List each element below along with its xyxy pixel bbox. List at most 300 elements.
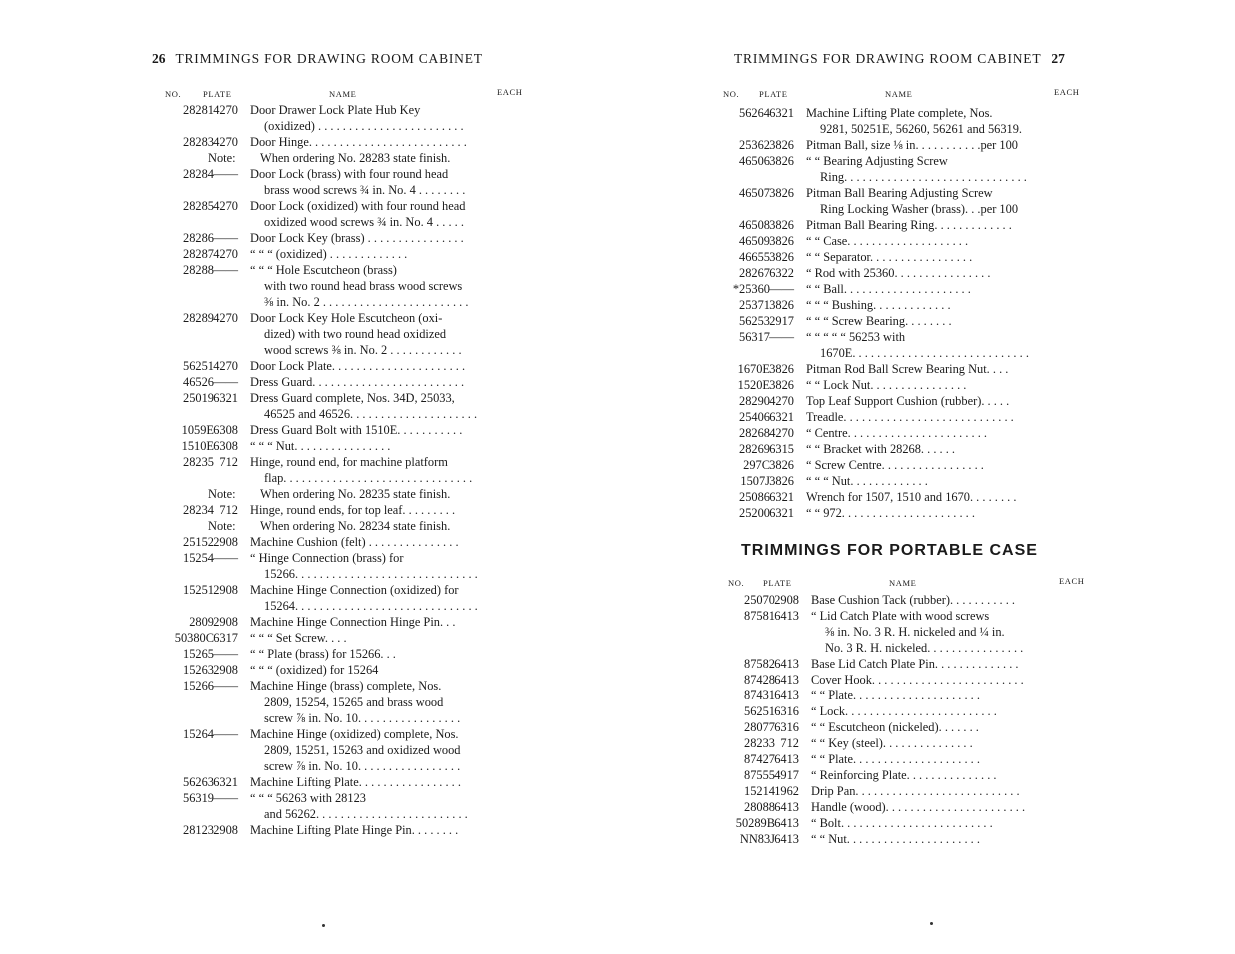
item-name-continuation: with two round head brass wood screws [264,279,463,293]
item-number: 87427 [744,752,775,766]
plate-number: 4270 [769,426,794,440]
item-name: “ “ “ Nut. . . . . . . . . . . . . [806,474,928,488]
item-name: “ “ “ Bushing. . . . . . . . . . . . . [806,298,951,312]
plate-number: 3826 [769,154,794,168]
item-name-continuation: 46525 and 46526. . . . . . . . . . . . . . . . . . . . . [264,407,478,421]
list-item [160,806,510,822]
list-item [721,592,1071,608]
plate-number: 6413 [774,672,799,687]
item-number: 28289 [183,311,214,325]
plate-number: 6317 [213,631,238,645]
plate-number: —— [213,679,238,693]
item-number: 28283 [183,135,214,149]
list-item [716,329,1066,345]
print-speck [930,922,933,925]
list-item [721,672,1071,688]
plate-number: —— [213,375,238,389]
item-number: 2809 [189,615,214,629]
item-number: 1059E [181,423,214,437]
item-name: “ Rod with 25360. . . . . . . . . . . . . . . . [806,266,991,280]
item-name: “ “ “ 56263 with 28123 [250,791,366,805]
item-name-continuation: brass wood screws ¾ in. No. 4 . . . . . . . . [264,183,466,197]
item-name: “ Reinforcing Plate. . . . . . . . . . . . . . . [811,767,997,782]
list-item [716,457,1066,473]
list-item [721,608,1071,624]
item-name: Dress Guard complete, Nos. 34D, 25033, [250,391,455,405]
item-name-continuation: oxidized wood screws ¾ in. No. 4 . . . . . [264,215,464,229]
list-item [716,313,1066,329]
plate-number: 2908 [213,663,238,677]
item-number: 56251 [183,359,214,373]
plate-number: 6413 [774,831,799,846]
plate-number: 6413 [774,608,799,623]
item-name: “ “ “ Set Screw. . . . [250,631,347,645]
list-item [721,767,1071,783]
item-number: 1670E [737,362,770,376]
item-number: 28269 [739,442,770,456]
item-number: 87581 [744,608,775,623]
note-text: When ordering No. 28234 state finish. [260,519,451,533]
note-label: Note: [208,487,236,501]
item-name: “ Bolt. . . . . . . . . . . . . . . . . . . . . . . . . [811,815,993,830]
item-name: “ “ Plate. . . . . . . . . . . . . . . . . . . . . [811,688,980,703]
item-number: 15264 [183,727,214,741]
item-number: 28268 [739,426,770,440]
column-header-name: NAME [885,89,913,99]
plate-number: 2908 [213,535,238,549]
item-name-continuation: wood screws ⅜ in. No. 2 . . . . . . . . . . . . [264,343,462,357]
item-name: Pitman Ball, size ⅛ in. . . . . . . . . . .per 100 [806,138,1018,152]
list-item [160,774,510,790]
print-speck [322,924,325,927]
item-name-continuation: and 56262. . . . . . . . . . . . . . . . . . . . . . . . . [264,807,468,821]
list-item [716,153,1066,169]
item-number: 50289B [735,815,775,830]
item-name: Pitman Rod Ball Screw Bearing Nut. . . . [806,362,1009,376]
column-header-each: EACH [1059,576,1085,586]
list-item [160,278,510,294]
plate-number: —— [769,330,794,344]
list-item [160,678,510,694]
item-number: 46526 [183,375,214,389]
plate-number: 712 [219,503,238,517]
list-item [721,831,1071,847]
item-number: 28077 [744,720,775,735]
item-number: 25371 [739,298,770,312]
plate-number: 4270 [213,247,238,261]
item-number: 25152 [183,535,214,549]
plate-number: 4270 [213,311,238,325]
list-item [716,345,1066,361]
item-name: “ “ Separator. . . . . . . . . . . . . . . . . [806,250,973,264]
item-number: 87582 [744,656,775,671]
list-item [716,297,1066,313]
plate-number: 4270 [769,394,794,408]
column-header-plate: PLATE [203,89,232,99]
list-item [716,185,1066,201]
item-name: Machine Lifting Plate complete, Nos. [806,106,993,120]
item-name: “ “ Bracket with 28268. . . . . . [806,442,955,456]
list-item [716,249,1066,265]
item-name: “ “ 972. . . . . . . . . . . . . . . . . . . . . . [806,506,975,520]
item-name: “ “ Nut. . . . . . . . . . . . . . . . . . . . . . [811,831,980,846]
plate-number: 6413 [774,799,799,814]
column-header-each: EACH [1054,87,1080,97]
plate-number: —— [213,167,238,181]
item-number: 46506 [739,154,770,168]
plate-number: 6308 [213,423,238,437]
running-head-left [152,51,483,67]
list-item [160,342,510,358]
item-name-continuation: ⅜ in. No. 3 R. H. nickeled and ¼ in. [825,624,1005,639]
list-item [721,656,1071,672]
page-number: 27 [1051,51,1065,66]
item-number: 15266 [183,679,214,693]
list-item [716,393,1066,409]
item-name-continuation: ⅜ in. No. 2 . . . . . . . . . . . . . . . . . . . . . . . . [264,295,469,309]
item-number: 25070 [744,593,775,607]
item-name: Door Drawer Lock Plate Hub Key [250,103,421,117]
column-header-no: NO. [728,578,745,588]
item-name-continuation: Ring. . . . . . . . . . . . . . . . . . . . . . . . . . . . . . [820,170,1027,184]
column-header-no: NO. [165,89,182,99]
plate-number: —— [213,791,238,805]
list-item [160,214,510,230]
list-item [160,374,510,390]
list-item [160,630,510,646]
list-item [716,473,1066,489]
column-header-plate: PLATE [759,89,788,99]
item-number: 25362 [739,138,770,152]
page-number: 26 [152,51,166,66]
plate-number: —— [213,263,238,277]
item-number: 25086 [739,490,770,504]
item-name-continuation: flap. . . . . . . . . . . . . . . . . . . . . . . . . . . . . . . [264,471,473,485]
item-name: “ “ “ Nut. . . . . . . . . . . . . . . . [250,439,391,453]
plate-number: 6321 [213,391,238,405]
item-name: “ “ “ (oxidized) . . . . . . . . . . . . . [250,247,408,261]
plate-number: 712 [219,455,238,469]
item-number: 28234 [183,503,214,517]
plate-number: 1962 [774,783,799,798]
item-name: Door Hinge. . . . . . . . . . . . . . . . . . . . . . . . . . [250,135,467,149]
item-number: 28290 [739,394,770,408]
plate-number: 3826 [769,362,794,376]
plate-number: 6413 [774,752,799,766]
item-number: 56263 [183,775,214,789]
list-item [160,710,510,726]
list-item [160,758,510,774]
column-header-each: EACH [497,87,523,97]
list-item [160,518,510,534]
item-name: “ “ “ “ “ 56253 with [806,330,906,344]
note-text: When ordering No. 28283 state finish. [260,151,451,165]
item-name: Machine Cushion (felt) . . . . . . . . . . . . . . . [250,535,459,549]
section-title-portable-case: TRIMMINGS FOR PORTABLE CASE [741,542,1038,559]
list-item [721,751,1071,767]
item-number: 28287 [183,247,214,261]
plate-number: —— [213,231,238,245]
list-item [160,166,510,182]
item-name: Machine Hinge (brass) complete, Nos. [250,679,442,693]
item-name: Handle (wood). . . . . . . . . . . . . . . . . . . . . . . [811,799,1026,814]
list-item [160,566,510,582]
list-item [716,409,1066,425]
item-name: Machine Lifting Plate Hinge Pin. . . . . . . . [250,823,459,837]
list-item [160,182,510,198]
plate-number: 3826 [769,138,794,152]
list-item [160,134,510,150]
plate-number: 6321 [769,410,794,424]
list-item [716,505,1066,521]
plate-number: 6413 [774,688,799,703]
plate-number: 2908 [774,593,799,607]
list-item [716,489,1066,505]
item-number: NN83J [739,831,775,846]
list-item [160,822,510,838]
item-name: Hinge, round end, for machine platform [250,455,448,469]
column-header-plate: PLATE [763,578,792,588]
item-number: 25019 [183,391,214,405]
item-name: “ “ Bearing Adjusting Screw [806,154,948,168]
note-label: Note: [208,519,236,533]
list-item [721,687,1071,703]
plate-number: 6315 [769,442,794,456]
list-item [160,454,510,470]
plate-number: —— [213,727,238,741]
item-number: 50380C [174,631,214,645]
item-name: Base Cushion Tack (rubber). . . . . . . . . . . [811,593,1016,607]
list-item [716,361,1066,377]
plate-number: 4270 [213,199,238,213]
plate-number: 6308 [213,439,238,453]
item-number: 28288 [183,263,214,277]
item-number: 297C [743,458,770,472]
item-name-continuation: 2809, 15254, 15265 and brass wood [264,695,444,709]
list-item [160,550,510,566]
item-number: 87431 [744,688,775,703]
left-page [0,0,617,954]
plate-number: —— [769,282,794,296]
list-item [160,246,510,262]
list-item [160,790,510,806]
item-name: Pitman Ball Bearing Adjusting Screw [806,186,993,200]
item-number: 28286 [183,231,214,245]
list-item [160,198,510,214]
item-number: 1510E [181,439,214,453]
list-item [160,326,510,342]
list-item [716,201,1066,217]
plate-number: 6321 [769,106,794,120]
list-item [721,783,1071,799]
item-number: 15254 [183,551,214,565]
item-number: 28284 [183,167,214,181]
plate-number: 2908 [213,823,238,837]
list-item [160,486,510,502]
list-item [721,719,1071,735]
list-item [716,233,1066,249]
list-item [160,598,510,614]
item-number: 28285 [183,199,214,213]
item-name-continuation: screw ⅞ in. No. 10. . . . . . . . . . . . . . . . . [264,711,461,725]
plate-number: 3826 [769,186,794,200]
item-name: Machine Hinge Connection (oxidized) for [250,583,459,597]
item-number: 56253 [739,314,770,328]
plate-number: 6321 [213,775,238,789]
item-number: 28088 [744,799,775,814]
item-number: 15214 [744,783,775,798]
list-item [721,624,1071,640]
item-name: “ “ Ball. . . . . . . . . . . . . . . . . . . . . [806,282,971,296]
item-number: 28235 [183,455,214,469]
plate-number: 3826 [769,474,794,488]
list-item [160,726,510,742]
running-title: TRIMMINGS FOR DRAWING ROOM CABINET [175,51,483,66]
list-item [160,358,510,374]
item-name-continuation: 15266. . . . . . . . . . . . . . . . . . . . . . . . . . . . . . [264,567,478,581]
item-name: “ Centre. . . . . . . . . . . . . . . . . . . . . . . [806,426,988,440]
item-name: Hinge, round ends, for top leaf. . . . . . . . . [250,503,456,517]
item-name: Cover Hook. . . . . . . . . . . . . . . . . . . . . . . . . [811,672,1024,687]
item-name: Door Lock Key (brass) . . . . . . . . . . . . . . . . [250,231,464,245]
item-name: Base Lid Catch Plate Pin. . . . . . . . . . . . . . [811,656,1019,671]
running-title: TRIMMINGS FOR DRAWING ROOM CABINET [734,51,1042,66]
item-name: “ “ “ (oxidized) for 15264 [250,663,379,677]
item-name: “ “ “ Screw Bearing. . . . . . . . [806,314,952,328]
plate-number: 4270 [213,359,238,373]
item-name: Machine Lifting Plate. . . . . . . . . . . . . . . . . [250,775,461,789]
list-item [160,742,510,758]
list-item [160,150,510,166]
plate-number: —— [213,551,238,565]
item-number: 1507J [740,474,770,488]
item-name: “ “ Key (steel). . . . . . . . . . . . . . . [811,736,973,751]
item-name: “ “ Lock Nut. . . . . . . . . . . . . . . . [806,378,967,392]
item-name-continuation: No. 3 R. H. nickeled. . . . . . . . . . . . . . . . [825,640,1024,655]
item-number: 28123 [183,823,214,837]
list-item [160,230,510,246]
item-name: “ “ Case. . . . . . . . . . . . . . . . . . . . [806,234,969,248]
plate-number: 3826 [769,298,794,312]
item-number: 87555 [744,767,775,782]
list-item [160,646,510,662]
plate-number: 4270 [213,103,238,117]
list-item [160,102,510,118]
column-header-no: NO. [723,89,740,99]
running-head-right [734,51,1065,67]
list-item [160,502,510,518]
column-header-name: NAME [329,89,357,99]
list-item [160,662,510,678]
plate-number: 2908 [213,615,238,629]
list-item [160,262,510,278]
item-number: 28281 [183,103,214,117]
plate-number: 6316 [774,704,799,719]
plate-number: 6321 [769,490,794,504]
note-label: Note: [208,151,236,165]
list-item [716,265,1066,281]
item-number: 28233 [744,736,775,751]
plate-number: —— [213,647,238,661]
list-item [716,281,1066,297]
plate-number: 3826 [769,378,794,392]
plate-number: 6413 [774,815,799,830]
list-item [160,422,510,438]
item-name-continuation: (oxidized) . . . . . . . . . . . . . . . . . . . . . . . . [264,119,464,133]
item-number: 46655 [739,250,770,264]
item-number: 46509 [739,234,770,248]
item-number: 56317 [739,330,770,344]
item-name-continuation: screw ⅞ in. No. 10. . . . . . . . . . . . . . . . . [264,759,461,773]
item-number: 15265 [183,647,214,661]
plate-number: 6413 [774,656,799,671]
list-item [160,582,510,598]
item-name: Dress Guard Bolt with 1510E. . . . . . . . . . . [250,423,463,437]
list-item [160,470,510,486]
item-number: 15263 [183,663,214,677]
list-item [721,815,1071,831]
list-item [716,105,1066,121]
item-number: 15251 [183,583,214,597]
item-name-continuation: 1670E. . . . . . . . . . . . . . . . . . . . . . . . . . . . . [820,346,1029,360]
plate-number: 4917 [774,767,799,782]
item-name: “ “ “ Hole Escutcheon (brass) [250,263,397,277]
plate-number: 3826 [769,234,794,248]
list-item [160,406,510,422]
note-text: When ordering No. 28235 state finish. [260,487,451,501]
list-item [160,390,510,406]
list-item [160,294,510,310]
item-number: 46507 [739,186,770,200]
item-name: Door Lock (brass) with four round head [250,167,449,181]
list-item [716,217,1066,233]
list-item [160,694,510,710]
item-name: Dress Guard. . . . . . . . . . . . . . . . . . . . . . . . . [250,375,465,389]
item-number: 28267 [739,266,770,280]
item-name: “ “ Plate. . . . . . . . . . . . . . . . . . . . . [811,752,980,766]
list-item [160,118,510,134]
plate-number: 3826 [769,250,794,264]
plate-number: 6322 [769,266,794,280]
item-number: 46508 [739,218,770,232]
item-name: “ Hinge Connection (brass) for [250,551,404,565]
item-name-continuation: Ring Locking Washer (brass). . .per 100 [820,202,1019,216]
item-name: “ “ Plate (brass) for 15266. . . [250,647,396,661]
item-number: 87428 [744,672,775,687]
list-item [721,735,1071,751]
list-item [160,614,510,630]
list-item [716,137,1066,153]
item-name: Treadle. . . . . . . . . . . . . . . . . . . . . . . . . . . . [806,410,1014,424]
item-name: Pitman Ball Bearing Ring. . . . . . . . . . . . . [806,218,1012,232]
item-number: 25406 [739,410,770,424]
plate-number: 3826 [769,218,794,232]
item-number: 1520E [737,378,770,392]
item-name: “ Lock. . . . . . . . . . . . . . . . . . . . . . . . . [811,704,997,719]
plate-number: 2917 [769,314,794,328]
plate-number: 4270 [213,135,238,149]
item-name: “ “ Escutcheon (nickeled). . . . . . . [811,720,979,735]
item-name: Top Leaf Support Cushion (rubber). . . . . [806,394,1010,408]
item-name-continuation: dized) with two round head oxidized [264,327,447,341]
item-name-continuation: 2809, 15251, 15263 and oxidized wood [264,743,461,757]
item-name: “ Screw Centre. . . . . . . . . . . . . . . . . [806,458,984,472]
column-header-name: NAME [889,578,917,588]
item-name: Machine Hinge Connection Hinge Pin. . . [250,615,456,629]
item-name: Door Lock Plate. . . . . . . . . . . . . . . . . . . . . . [250,359,466,373]
plate-number: 6321 [769,506,794,520]
list-item [716,425,1066,441]
